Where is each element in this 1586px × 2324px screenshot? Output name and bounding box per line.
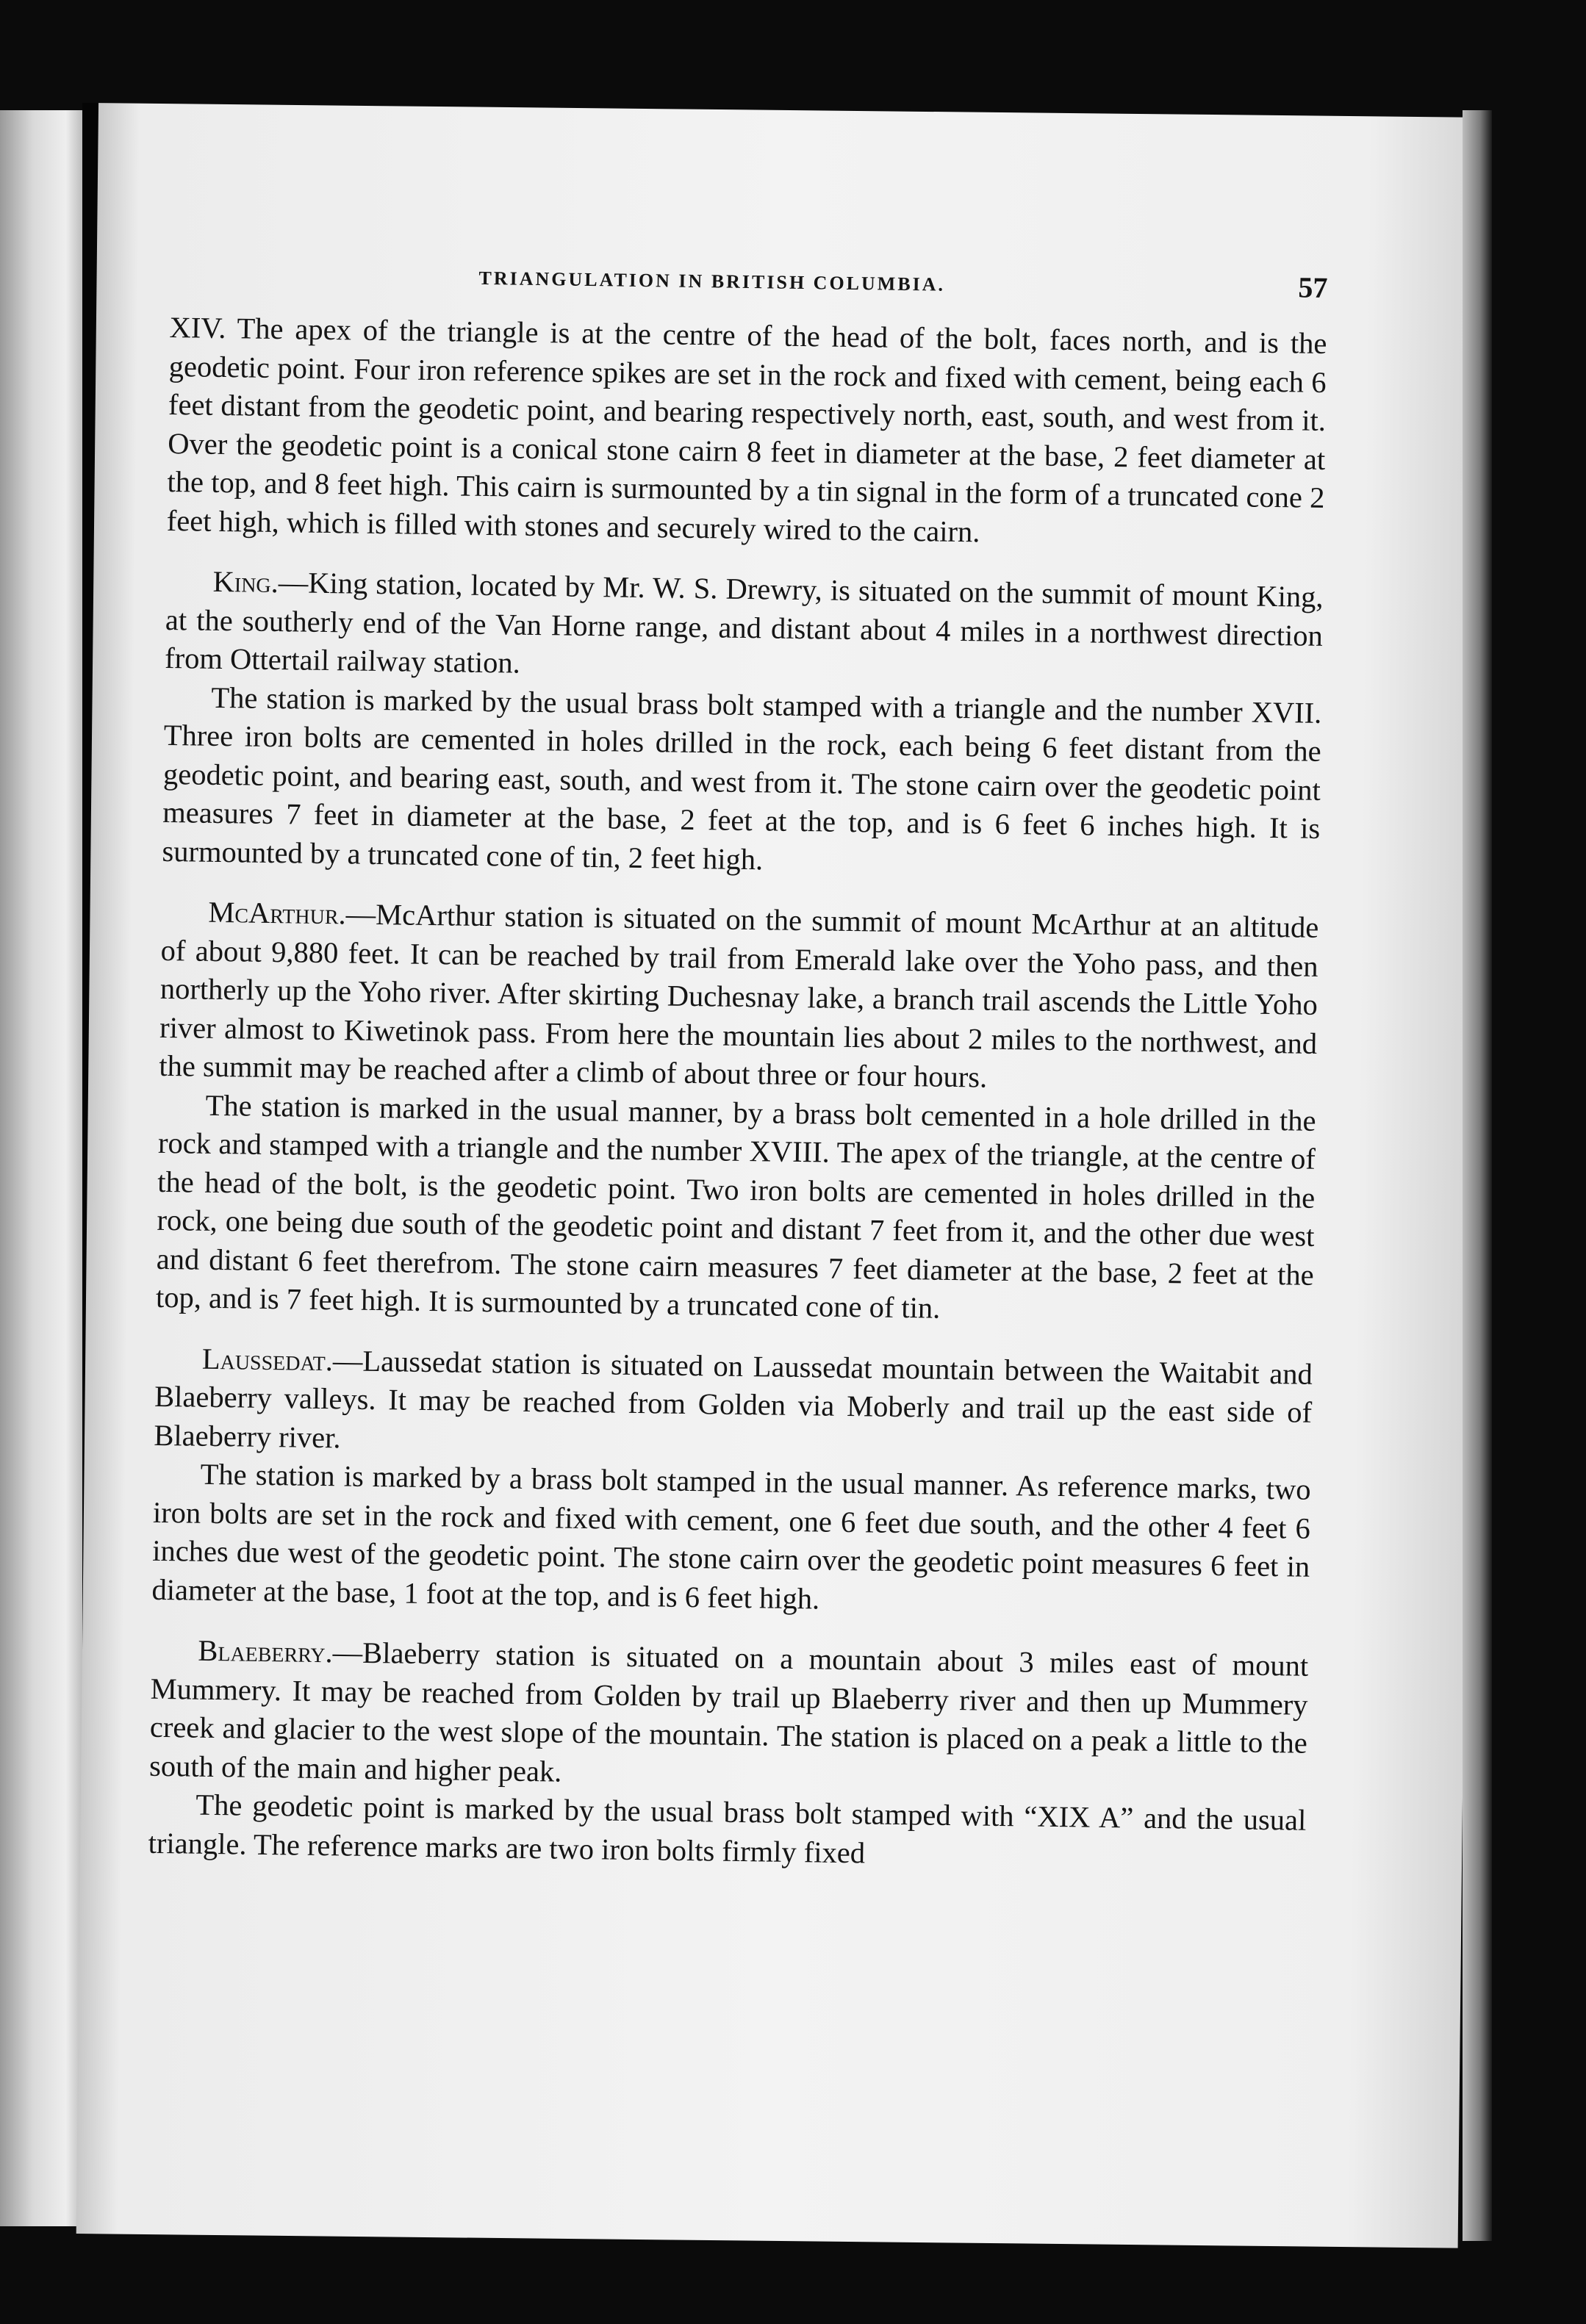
paragraph-text: The geodetic point is marked by the usual brass bolt stamped with “XIX A” and the usual triangle. The reference marks are two iron bolts firmly fixed [148,1788,1307,1869]
page-right-edge [1463,110,1492,2241]
paragraph-mcarthur-marking [156,1085,1316,1333]
section-lead-laussedat: Laussedat. [201,1342,334,1377]
paragraph-text: —Laussedat station is situated on Laussedat mountain between the Waitabit and Blaeberry valleys. It may be reached from Golden via Moberly and trail up the east side of Blaeberry river. [154,1343,1313,1454]
section-lead-king: King. [212,564,279,600]
facing-page-edge [0,110,82,2226]
paragraph-text: —Blaeberry station is situated on a mountain about 3 miles east of mount Mummery. It may be reached from Golden by trail up Blaeberry river and then up Mummery creek and glacier to the west slope of the mountain. The station is placed on a peak a little to the south of the main and higher peak. [148,1636,1309,1788]
page-number: 57 [1298,270,1328,304]
section-lead-blaeberry: Blaeberry. [198,1633,334,1669]
paragraph-king-marking [162,677,1322,886]
paragraph-text: The station is marked in the usual manner, by a brass bolt cemented in a hole drilled in the rock and stamped with a triangle and the number XVIII. The apex of the triangle, at the centre of the head of the bolt, is the geodetic point. Two iron bolts are cemented in holes drilled in the rock, one being due south of the geodetic point and distant 7 feet from it, and the other due west and distant 6 feet therefrom. The stone cairn measures 7 feet diameter at the base, 2 feet at the top, and is 7 feet high. It is surmounted by a truncated cone of tin. [155,1088,1316,1325]
paragraph-blaeberry-marking [148,1785,1306,1879]
page-content [148,250,1327,1879]
paragraph-text: —McArthur station is situated on the summit of mount McArthur at an altitude of about 9,880 feet. It can be reached by trail from Emerald lake over the Yoho pass, and then northerly up the Yoho river. After skirting Duchesnay lake, a branch trail ascends the Little Yoho river almost to Kiwetinok pass. From here the mountain lies about 2 miles to the northwest, and the summit may be reached after a climb of about three or four hours. [159,897,1319,1094]
paragraph-king-station [165,562,1324,694]
running-title: TRIANGULATION IN BRITISH COLUMBIA. [478,267,946,295]
paragraph-mcarthur-station [159,893,1319,1101]
paragraph-blaeberry-station [149,1631,1309,1802]
paragraph-text: —King station, located by Mr. W. S. Drewry, is situated on the summit of mount King, at the southerly end of the Van Horne range, and distant about 4 miles in a northwest direction from Ottertail railway station. [164,566,1324,680]
paragraph-text: XIV. The apex of the triangle is at the centre of the head of the bolt, faces north, and is the geodetic point. Four iron reference spikes are set in the rock and fixed with cement, being each 6 feet distant from the geodetic point, and bearing respectively north, east, south, and west from it. Over the geodetic point is a conical stone cairn 8 feet in diameter at the base, 2 feet diameter at the top, and 8 feet high. This cairn is surmounted by a tin signal in the form of a truncated cone 2 feet high, which is filled with stones and securely wired to the cairn. [166,310,1327,548]
paragraph-text: The station is marked by the usual brass bolt stamped with a triangle and the number XVII. Three iron bolts are cemented in holes drilled in the rock, each being 6 feet distant from the geodetic point, and bearing east, south, and west from it. The stone cairn over the geodetic point measures 7 feet in diameter at the base, 2 feet at the top, and is 6 feet 6 inches high. It is surmounted by a truncated cone of tin, 2 feet high. [162,680,1322,876]
paragraph-text: The station is marked by a brass bolt stamped in the usual manner. As reference marks, two iron bolts are set in the rock and fixed with cement, one 6 feet due south, and the other 4 feet 6 inches due west of the geodetic point. The stone cairn over the geodetic point measures 6 feet in diameter at the base, 1 foot at the top, and is 6 feet high. [151,1457,1311,1616]
section-lead-mcarthur: McArthur. [208,895,346,931]
paragraph-laussedat-marking [151,1455,1311,1625]
paragraph-xiv-continuation [166,309,1327,556]
paragraph-laussedat-station [154,1339,1313,1470]
